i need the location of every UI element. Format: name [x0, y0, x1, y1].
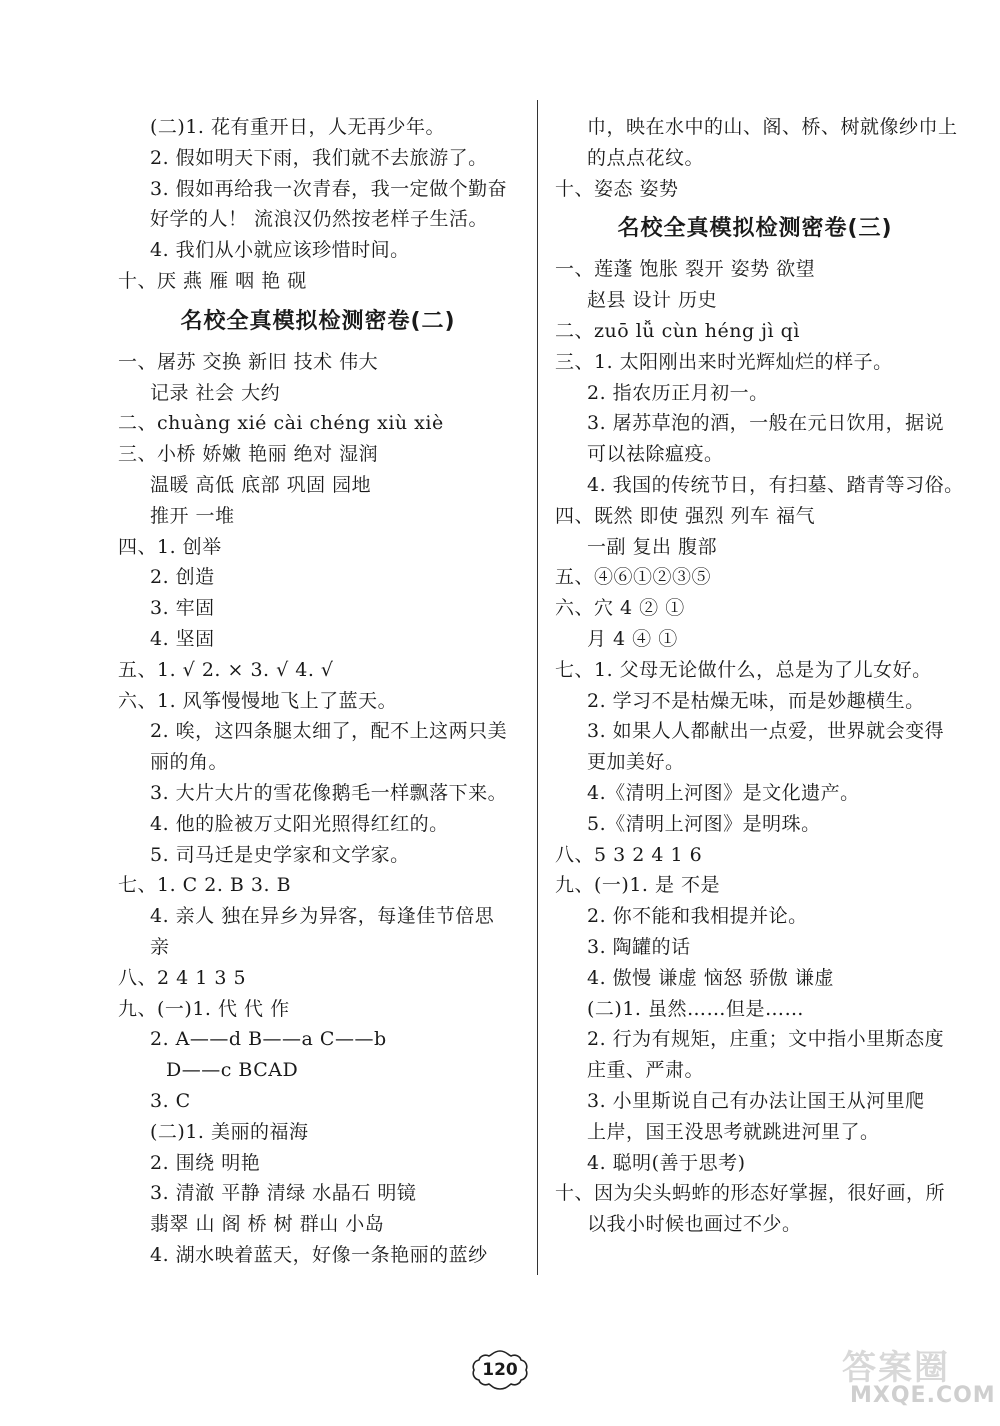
answer-line: (二)1. 虽然……但是……: [587, 997, 804, 1020]
answer-line: 八、5 3 2 4 1 6: [555, 843, 703, 866]
answer-line: 五、④⑥①②③⑤: [555, 566, 712, 589]
answer-line: 2. 你不能和我相提并论。: [587, 905, 808, 928]
answer-line: 2. 行为有规矩，庄重；文中指小里斯态度: [587, 1028, 945, 1051]
right-column: [555, 112, 964, 1240]
answer-line: 可以祛除瘟疫。: [587, 443, 724, 466]
answer-line: 3. 陶罐的话: [587, 935, 691, 958]
section-title: 名校全真模拟检测密卷(二): [180, 308, 456, 334]
answer-line: 四、既然 即使 强烈 列车 福气: [555, 504, 816, 527]
left-column: [118, 112, 518, 1271]
answer-line: 2. 唉，这四条腿太细了，配不上这两只美: [150, 720, 508, 743]
answer-line: 二、zuō lǚ cùn héng jì qì: [555, 319, 800, 342]
answer-line: 三、1. 太阳刚出来时光辉灿烂的样子。: [555, 350, 893, 373]
answer-line: 巾，映在水中的山、阁、桥、树就像纱巾上: [587, 116, 958, 138]
answer-line: 三、小桥 娇嫩 艳丽 绝对 湿润: [118, 443, 379, 466]
answer-line: 十、因为尖头蚂蚱的形态好掌握，很好画，所: [555, 1182, 946, 1205]
answer-line: 上岸，国王没思考就跳进河里了。: [587, 1120, 880, 1143]
answer-line: 4. 聪明(善于思考): [587, 1151, 746, 1174]
watermark-logo: [842, 1340, 996, 1420]
answer-line: 4. 他的脸被万丈阳光照得红红的。: [150, 812, 449, 835]
answer-line: 七、1. 父母无论做什么，总是为了儿女好。: [555, 658, 932, 681]
answer-line: 庄重、严肃。: [587, 1059, 705, 1082]
answer-line: 5. 司马迁是史学家和文学家。: [150, 843, 410, 866]
answer-line: D——c BCAD: [166, 1059, 299, 1082]
answer-line: 一、屠苏 交换 新旧 技术 伟大: [118, 350, 379, 373]
answer-line: 更加美好。: [587, 751, 685, 774]
answer-line: 亲: [150, 935, 170, 958]
answer-line: 推开 一堆: [150, 504, 235, 527]
answer-line: 5.《清明上河图》是明珠。: [587, 812, 821, 835]
answer-line: 4. 我国的传统节日，有扫墓、踏青等习俗。: [587, 473, 964, 496]
answer-line: 3. 如果人人都献出一点爱，世界就会变得: [587, 720, 945, 743]
answer-line: 3. 牢固: [150, 597, 215, 620]
answer-line: 赵县 设计 历史: [587, 289, 718, 312]
answer-line: (二)1. 美丽的福海: [150, 1120, 309, 1143]
answer-line: 3. 清澈 平静 清绿 水晶石 明镜: [150, 1182, 417, 1205]
answer-line: 的点点花纹。: [587, 146, 705, 169]
answer-line: 2. 学习不是枯燥无味，而是妙趣横生。: [587, 689, 925, 712]
answer-line: 翡翠 山 阁 桥 树 群山 小岛: [150, 1213, 385, 1236]
answer-line: 4. 亲人 独在异乡为异客，每逢佳节倍思: [150, 905, 495, 928]
answer-line: 4. 坚固: [150, 627, 215, 650]
watermark-top-text: 答案圈: [842, 1348, 950, 1388]
answer-line: (二)1. 花有重开日，人无再少年。: [150, 116, 445, 138]
answer-line: 2. A——d B——a C——b: [150, 1028, 387, 1051]
page-number: [470, 1348, 530, 1392]
answer-line: 好学的人！ 流浪汉仍然按老样子生活。: [150, 208, 489, 231]
answer-line: 4. 我们从小就应该珍惜时间。: [150, 239, 410, 262]
answer-line: 十、厌 燕 雁 咽 艳 砚: [118, 269, 307, 292]
answer-line: 3. 假如再给我一次青春，我一定做个勤奋: [150, 177, 508, 200]
answer-line: 记录 社会 大约: [150, 381, 281, 404]
answer-line: 3. 大片大片的雪花像鹅毛一样飘落下来。: [150, 781, 508, 804]
answer-line: 2. 创造: [150, 566, 215, 589]
answer-line: 六、穴 4 ② ①: [555, 597, 685, 620]
answer-line: 七、1. C 2. B 3. B: [118, 874, 292, 897]
section-title: 名校全真模拟检测密卷(三): [617, 216, 893, 242]
answer-line: 九、(一)1. 代 代 作: [118, 997, 290, 1020]
answer-line: 3. 屠苏草泡的酒，一般在元日饮用，据说: [587, 412, 945, 435]
page-number-text: 120: [482, 1360, 518, 1380]
answer-line: 一、莲蓬 饱胀 裂开 姿势 欲望: [555, 258, 816, 281]
answer-line: 温暖 高低 底部 巩固 园地: [150, 473, 372, 496]
watermark-bottom-text: MXQE.COM: [850, 1383, 996, 1408]
answer-line: 四、1. 创举: [118, 535, 222, 558]
answer-line: 2. 指农历正月初一。: [587, 381, 769, 404]
answer-line: 八、2 4 1 3 5: [118, 966, 247, 989]
answer-line: 一副 复出 腹部: [587, 535, 718, 558]
answer-line: 4.《清明上河图》是文化遗产。: [587, 781, 860, 804]
answer-line: 十、姿态 姿势: [555, 177, 679, 200]
answer-line: 4. 湖水映着蓝天，好像一条艳丽的蓝纱: [150, 1243, 488, 1266]
answer-line: 3. 小里斯说自己有办法让国王从河里爬: [587, 1089, 925, 1112]
answer-line: 六、1. 风筝慢慢地飞上了蓝天。: [118, 689, 398, 712]
answer-line: 4. 傲慢 谦虚 恼怒 骄傲 谦虚: [587, 966, 834, 989]
column-divider: [537, 100, 538, 1275]
answer-line: 二、chuàng xié cài chéng xiù xiè: [118, 412, 444, 435]
answer-line: 五、1. √ 2. × 3. √ 4. √: [118, 658, 334, 681]
answer-line: 3. C: [150, 1089, 191, 1112]
answer-line: 2. 假如明天下雨，我们就不去旅游了。: [150, 146, 488, 169]
answer-line: 丽的角。: [150, 751, 229, 774]
answer-line: 九、(一)1. 是 不是: [555, 874, 721, 897]
answer-line: 月 4 ④ ①: [587, 627, 678, 650]
answer-line: 2. 围绕 明艳: [150, 1151, 261, 1174]
answer-line: 以我小时候也画过不少。: [587, 1213, 802, 1236]
